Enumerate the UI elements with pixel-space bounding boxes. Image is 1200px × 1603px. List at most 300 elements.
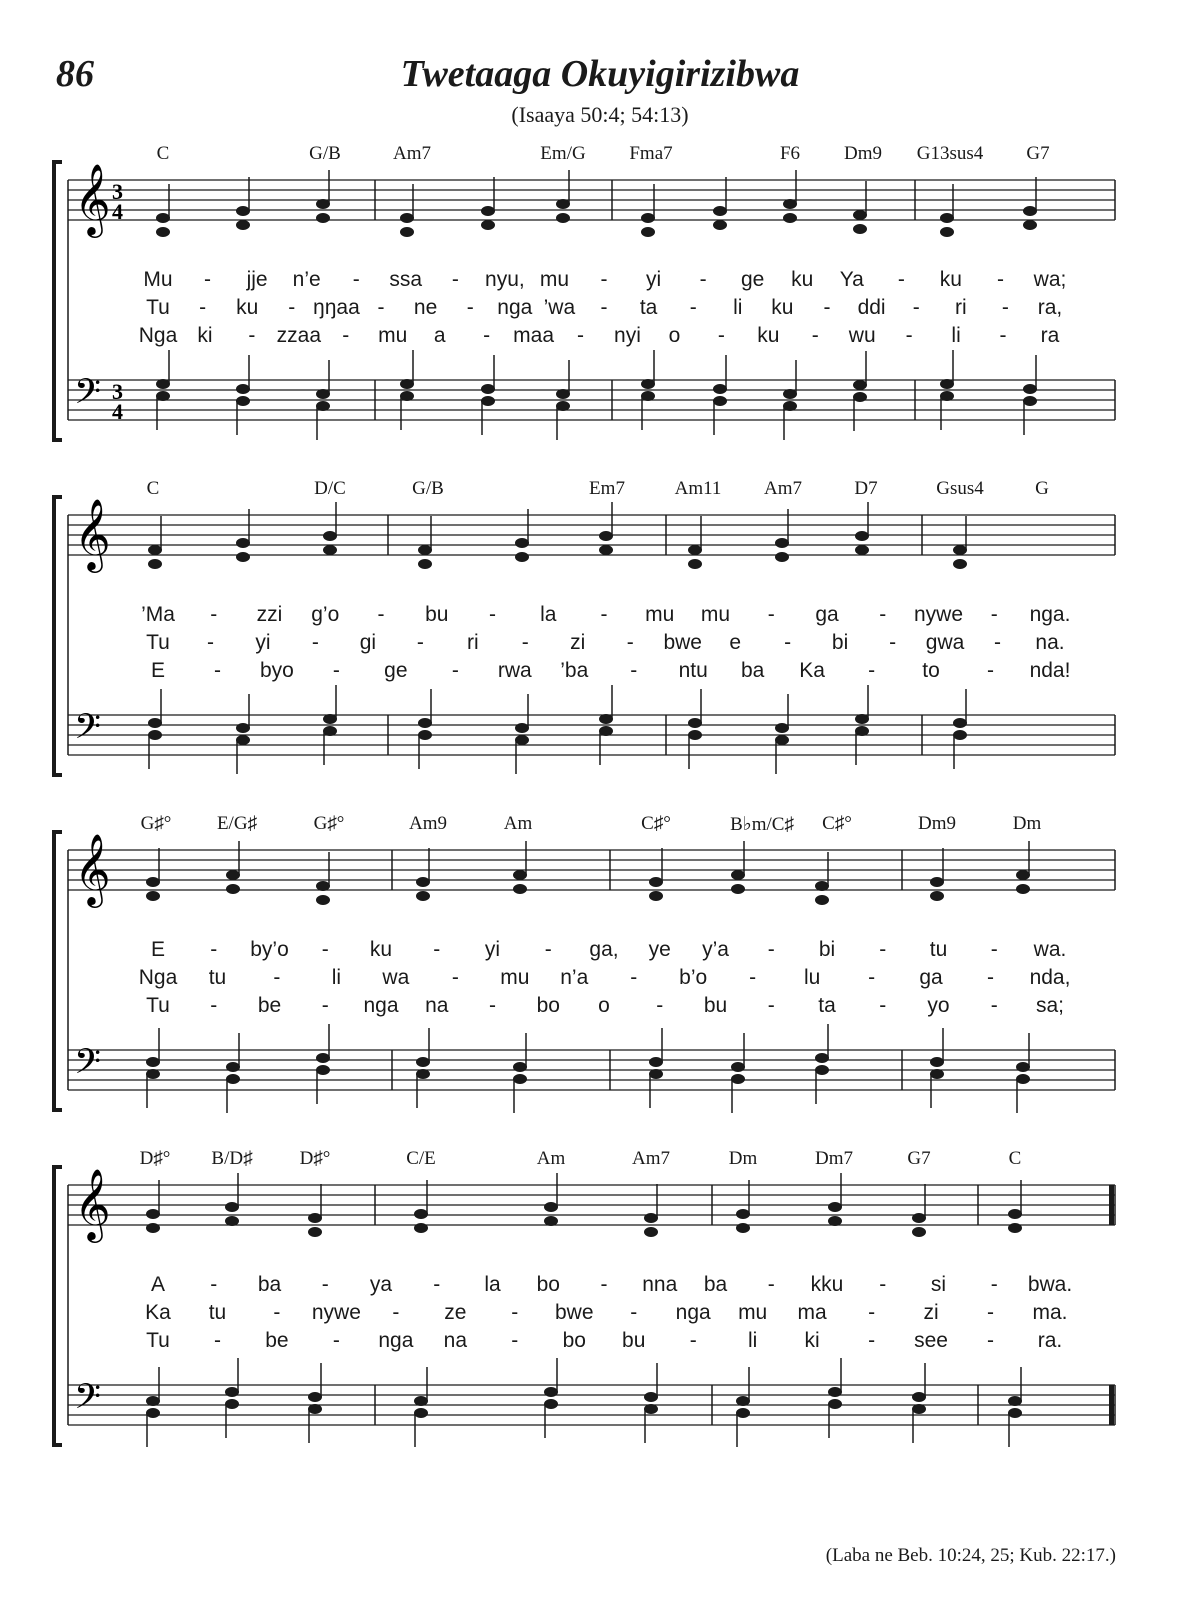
note-head	[316, 401, 330, 411]
chord-symbol: Fma7	[629, 143, 673, 164]
note-head	[644, 1213, 658, 1223]
lyric-syllable: wu	[848, 324, 876, 347]
syllable-hyphen: -	[912, 296, 920, 319]
lyric-syllable: la	[484, 1273, 501, 1296]
note-head	[731, 870, 745, 880]
note-head	[316, 389, 330, 399]
lyric-syllable: ri	[466, 631, 479, 654]
note-head	[731, 1062, 745, 1072]
lyric-syllable: bo	[562, 1329, 586, 1352]
note-head	[316, 895, 330, 905]
syllable-hyphen: -	[311, 631, 319, 654]
note-head	[416, 891, 430, 901]
lyric-syllable: b’o	[679, 966, 708, 989]
note-head	[225, 1202, 239, 1212]
syllable-hyphen: -	[689, 296, 697, 319]
note-head	[853, 380, 867, 390]
note-head	[641, 227, 655, 237]
note-head	[414, 1396, 428, 1406]
lyric-syllable: ga	[815, 603, 839, 626]
lyric-syllable: ki	[197, 324, 213, 347]
syllable-hyphen: -	[811, 324, 819, 347]
lyric-syllable: nda!	[1029, 659, 1071, 682]
note-head	[225, 1387, 239, 1397]
note-head	[146, 1069, 160, 1079]
lyric-syllable: n’a	[560, 966, 589, 989]
syllable-hyphen: -	[749, 966, 757, 989]
score-system	[0, 1145, 1200, 1465]
lyric-syllable: ta	[818, 994, 836, 1017]
chord-symbol: Am7	[764, 478, 802, 499]
bass-clef-icon: 𝄢	[74, 1376, 102, 1425]
syllable-hyphen: -	[489, 603, 496, 626]
note-head	[316, 1053, 330, 1063]
chord-symbol: Dm	[1012, 813, 1042, 834]
lyric-syllable: tu	[208, 966, 227, 989]
note-head	[544, 1202, 558, 1212]
note-head	[418, 718, 432, 728]
note-head	[783, 199, 797, 209]
syllable-hyphen: -	[433, 1273, 441, 1296]
lyric-line-verse-2	[0, 966, 1200, 994]
note-head	[953, 730, 967, 740]
chord-symbol: D/C	[314, 478, 346, 499]
syllable-hyphen: -	[600, 268, 608, 291]
note-head	[1023, 396, 1037, 406]
note-head	[146, 1223, 160, 1233]
lyric-syllable: yi	[255, 631, 271, 654]
note-head	[953, 559, 967, 569]
lyric-syllable: E	[150, 938, 166, 961]
note-head	[649, 891, 663, 901]
lyric-syllable: ye	[648, 938, 671, 961]
syllable-hyphen: -	[248, 324, 256, 347]
lyric-syllable: mu	[378, 324, 408, 347]
chord-symbol: C	[146, 478, 160, 499]
note-head	[940, 379, 954, 389]
lyric-syllable: ntu	[678, 659, 708, 682]
note-head	[156, 213, 170, 223]
note-head	[316, 213, 330, 223]
score-system	[0, 475, 1200, 795]
note-head	[316, 881, 330, 891]
note-head	[323, 726, 337, 736]
note-head	[736, 1209, 750, 1219]
note-head	[775, 538, 789, 548]
note-head	[855, 714, 869, 724]
syllable-hyphen: -	[273, 1301, 281, 1324]
score-system	[0, 810, 1200, 1130]
syllable-hyphen: -	[321, 1273, 329, 1296]
syllable-hyphen: -	[994, 631, 1002, 654]
note-head	[414, 1223, 428, 1233]
lyric-line-verse-3	[0, 1329, 1200, 1357]
note-head	[481, 396, 495, 406]
note-head	[513, 884, 527, 894]
chord-symbol: G/B	[309, 143, 341, 164]
note-head	[641, 213, 655, 223]
note-head	[1008, 1408, 1022, 1418]
treble-clef-icon: 𝄞	[74, 162, 111, 235]
lyric-line-verse-3	[0, 659, 1200, 687]
syllable-hyphen: -	[990, 1273, 998, 1296]
note-head	[1008, 1396, 1022, 1406]
note-head	[853, 210, 867, 220]
note-head	[414, 1408, 428, 1418]
note-head	[418, 730, 432, 740]
note-head	[649, 1069, 663, 1079]
lyric-syllable: gwa	[925, 631, 965, 654]
chord-symbol: G	[1035, 478, 1049, 499]
lyric-syllable: wa.	[1033, 938, 1067, 961]
note-head	[226, 1074, 240, 1084]
note-head	[775, 552, 789, 562]
syllable-hyphen: -	[451, 659, 459, 682]
lyric-syllable: Tu	[146, 994, 170, 1017]
note-head	[556, 213, 570, 223]
chord-symbol: Am11	[674, 478, 722, 499]
lyric-syllable: gi	[359, 631, 377, 654]
note-head	[853, 224, 867, 234]
syllable-hyphen: -	[199, 296, 207, 319]
lyric-syllable: byo	[259, 659, 294, 682]
note-head	[515, 723, 529, 733]
note-head	[323, 714, 337, 724]
lyric-syllable: na	[425, 994, 449, 1017]
note-head	[236, 723, 250, 733]
syllable-hyphen: -	[1001, 296, 1009, 319]
chord-symbol: Dm7	[815, 1148, 853, 1169]
chord-symbol: Em/G	[540, 143, 586, 164]
note-head	[515, 735, 529, 745]
chord-symbol: F6	[779, 143, 801, 164]
syllable-hyphen: -	[868, 1301, 876, 1324]
lyric-syllable: Nga	[138, 966, 178, 989]
note-head	[815, 1065, 829, 1075]
syllable-hyphen: -	[987, 1301, 995, 1324]
lyric-syllable: ya	[369, 1273, 393, 1296]
lyric-syllable: to	[922, 659, 940, 682]
syllable-hyphen: -	[999, 324, 1007, 347]
lyric-syllable: o	[668, 324, 681, 347]
note-head	[688, 730, 702, 740]
note-head	[418, 559, 432, 569]
syllable-hyphen: -	[288, 296, 296, 319]
note-head	[556, 401, 570, 411]
syllable-hyphen: -	[321, 994, 329, 1017]
note-head	[688, 559, 702, 569]
lyric-syllable: Tu	[146, 631, 170, 654]
syllable-hyphen: -	[600, 603, 608, 626]
chord-symbol: Am	[503, 813, 533, 834]
lyric-syllable: la	[540, 603, 557, 626]
lyric-syllable: yi	[484, 938, 501, 961]
lyric-syllable: see	[914, 1329, 948, 1352]
syllable-hyphen: -	[784, 631, 792, 654]
note-head	[225, 1216, 239, 1226]
footer-note: (Laba ne Beb. 10:24, 25; Kub. 22:17.)	[825, 1545, 1116, 1566]
lyric-syllable: ddi	[857, 296, 886, 319]
note-head	[156, 391, 170, 401]
lyric-syllable: o	[598, 994, 610, 1017]
note-head	[148, 730, 162, 740]
note-head	[416, 1057, 430, 1067]
note-head	[940, 213, 954, 223]
syllable-hyphen: -	[210, 603, 218, 626]
note-head	[815, 895, 829, 905]
bass-clef-icon: 𝄢	[74, 1041, 102, 1090]
note-head	[400, 227, 414, 237]
note-head	[544, 1399, 558, 1409]
lyric-syllable: ’Ma	[141, 603, 175, 626]
hymn-title: Twetaaga Okuyigirizibwa	[400, 53, 800, 95]
lyric-syllable: bwe	[663, 631, 702, 654]
note-head	[736, 1396, 750, 1406]
syllable-hyphen: -	[210, 1273, 218, 1296]
note-head	[1016, 1062, 1030, 1072]
lyric-syllable: nywe	[311, 1301, 361, 1324]
note-head	[148, 559, 162, 569]
lyric-syllable: ki	[804, 1329, 820, 1352]
lyric-syllable: nywe	[913, 603, 964, 626]
note-head	[146, 1057, 160, 1067]
note-head	[323, 545, 337, 555]
chord-symbol: D♯°	[139, 1148, 171, 1169]
lyric-syllable: kku	[810, 1273, 844, 1296]
lyric-line-verse-3	[0, 324, 1200, 352]
note-head	[783, 401, 797, 411]
treble-clef-icon: 𝄞	[74, 497, 111, 570]
lyric-syllable: ku	[791, 268, 814, 291]
note-head	[731, 1074, 745, 1084]
note-head	[308, 1404, 322, 1414]
time-signature-bottom: 4	[112, 199, 123, 224]
lyric-syllable: ra,	[1037, 296, 1063, 319]
note-head	[783, 389, 797, 399]
syllable-hyphen: -	[544, 938, 552, 961]
lyric-syllable: bi	[818, 938, 836, 961]
note-head	[236, 206, 250, 216]
note-head	[649, 877, 663, 887]
lyric-syllable: yi	[645, 268, 662, 291]
note-head	[481, 220, 495, 230]
lyric-syllable: ma.	[1032, 1301, 1068, 1324]
chord-symbol: C	[1008, 1148, 1022, 1169]
note-head	[912, 1213, 926, 1223]
note-head	[828, 1399, 842, 1409]
note-head	[641, 391, 655, 401]
syllable-hyphen: -	[905, 324, 913, 347]
note-head	[226, 870, 240, 880]
note-head	[146, 877, 160, 887]
lyric-syllable: nna	[642, 1273, 678, 1296]
syllable-hyphen: -	[990, 938, 998, 961]
syllable-hyphen: -	[630, 659, 638, 682]
lyric-syllable: bo	[536, 1273, 560, 1296]
chord-symbol: C♯°	[641, 813, 671, 834]
note-head	[940, 391, 954, 401]
lyric-syllable: Ya	[839, 268, 864, 291]
bass-clef-icon: 𝄢	[74, 706, 102, 755]
syllable-hyphen: -	[897, 268, 905, 291]
lyric-syllable: li	[733, 296, 743, 319]
note-head	[148, 545, 162, 555]
lyric-syllable: tu	[208, 1301, 227, 1324]
syllable-hyphen: -	[996, 268, 1004, 291]
note-head	[855, 726, 869, 736]
syllable-hyphen: -	[879, 603, 887, 626]
syllable-hyphen: -	[483, 324, 491, 347]
note-head	[1016, 870, 1030, 880]
lyric-syllable: ssa	[389, 268, 423, 291]
note-head	[236, 384, 250, 394]
syllable-hyphen: -	[868, 659, 876, 682]
lyric-syllable: nga	[378, 1329, 414, 1352]
chord-symbol: D♯°	[299, 1148, 331, 1169]
lyric-syllable: Mu	[143, 268, 173, 291]
note-head	[226, 884, 240, 894]
syllable-hyphen: -	[630, 1301, 638, 1324]
note-head	[236, 396, 250, 406]
lyric-syllable: bi	[831, 631, 849, 654]
chord-symbol: E/G♯	[216, 813, 258, 834]
note-head	[815, 881, 829, 891]
note-head	[556, 199, 570, 209]
syllable-hyphen: -	[433, 938, 441, 961]
syllable-hyphen: -	[987, 659, 995, 682]
note-head	[156, 379, 170, 389]
lyric-syllable: mu	[645, 603, 675, 626]
lyric-syllable: ’wa	[543, 296, 576, 319]
syllable-hyphen: -	[273, 966, 281, 989]
syllable-hyphen: -	[521, 631, 529, 654]
syllable-hyphen: -	[868, 1329, 876, 1352]
note-head	[400, 391, 414, 401]
note-head	[236, 735, 250, 745]
lyric-syllable: ba	[703, 1273, 728, 1296]
note-head	[644, 1404, 658, 1414]
lyric-syllable: ra.	[1037, 1329, 1063, 1352]
note-head	[731, 884, 745, 894]
note-head	[156, 227, 170, 237]
lyric-syllable: ku	[236, 296, 259, 319]
lyric-syllable: by’o	[250, 938, 289, 961]
lyric-syllable: be	[257, 994, 282, 1017]
lyric-syllable: na	[443, 1329, 468, 1352]
note-head	[236, 220, 250, 230]
chord-symbol: G13sus4	[916, 143, 984, 164]
lyric-syllable: nyi	[614, 324, 641, 347]
syllable-hyphen: -	[204, 268, 212, 291]
lyric-syllable: ’ba	[560, 659, 589, 682]
lyric-syllable: bu	[425, 603, 449, 626]
syllable-hyphen: -	[577, 324, 585, 347]
syllable-hyphen: -	[332, 1329, 340, 1352]
time-signature-top: 3	[112, 179, 123, 204]
lyric-syllable: mu	[539, 268, 570, 291]
lyric-syllable: Ka	[799, 659, 825, 682]
lyric-syllable: lu	[803, 966, 821, 989]
syllable-hyphen: -	[451, 268, 459, 291]
chord-symbol: B/D♯	[211, 1148, 253, 1169]
syllable-hyphen: -	[656, 994, 664, 1017]
note-head	[912, 1392, 926, 1402]
lyric-syllable: bwe	[555, 1301, 594, 1324]
note-head	[236, 538, 250, 548]
note-head	[649, 1057, 663, 1067]
note-head	[599, 545, 613, 555]
lyric-syllable: jje	[246, 268, 268, 291]
syllable-hyphen: -	[767, 994, 775, 1017]
note-head	[308, 1213, 322, 1223]
lyric-line-verse-1	[0, 268, 1200, 296]
note-head	[688, 545, 702, 555]
note-head	[713, 206, 727, 216]
scripture-reference: (Isaaya 50:4; 54:13)	[511, 102, 689, 127]
note-head	[416, 877, 430, 887]
lyric-syllable: Tu	[146, 296, 170, 319]
syllable-hyphen: -	[630, 966, 638, 989]
note-head	[556, 389, 570, 399]
note-head	[400, 213, 414, 223]
lyric-syllable: tu	[929, 938, 948, 961]
chord-symbol: G♯°	[140, 813, 172, 834]
syllable-hyphen: -	[767, 1273, 775, 1296]
lyric-syllable: nga.	[1029, 603, 1071, 626]
lyric-syllable: wa;	[1033, 268, 1067, 291]
note-head	[1008, 1209, 1022, 1219]
syllable-hyphen: -	[626, 631, 634, 654]
note-head	[225, 1399, 239, 1409]
note-head	[146, 891, 160, 901]
lyric-line-verse-2	[0, 1301, 1200, 1329]
note-head	[644, 1227, 658, 1237]
lyric-syllable: be	[265, 1329, 289, 1352]
lyric-syllable: ba	[257, 1273, 282, 1296]
lyric-syllable: y’a	[702, 938, 729, 961]
lyric-syllable: mu	[500, 966, 530, 989]
note-head	[713, 396, 727, 406]
lyric-syllable: bu	[703, 994, 728, 1017]
chord-symbol: C♯°	[822, 813, 852, 834]
note-head	[513, 1062, 527, 1072]
note-head	[828, 1387, 842, 1397]
lyric-syllable: ri	[954, 296, 967, 319]
syllable-hyphen: -	[352, 268, 360, 291]
lyric-syllable: li	[331, 966, 342, 989]
syllable-hyphen: -	[767, 603, 775, 626]
note-head	[713, 220, 727, 230]
note-head	[815, 1053, 829, 1063]
note-head	[414, 1209, 428, 1219]
lyric-syllable: nga	[363, 994, 399, 1017]
lyric-line-verse-1	[0, 1273, 1200, 1301]
score-system	[0, 140, 1200, 460]
syllable-hyphen: -	[879, 1273, 887, 1296]
syllable-hyphen: -	[451, 966, 459, 989]
lyric-syllable: sa;	[1035, 994, 1065, 1017]
note-head	[688, 718, 702, 728]
lyric-syllable: Ka	[145, 1301, 171, 1324]
chord-symbol: Am	[536, 1148, 566, 1169]
chord-symbol: G7	[907, 1148, 931, 1169]
note-head	[644, 1392, 658, 1402]
lyric-syllable: rwa	[497, 659, 532, 682]
note-head	[513, 870, 527, 880]
note-head	[481, 384, 495, 394]
lyric-syllable: si	[930, 1273, 947, 1296]
lyric-syllable: nga	[497, 296, 533, 319]
